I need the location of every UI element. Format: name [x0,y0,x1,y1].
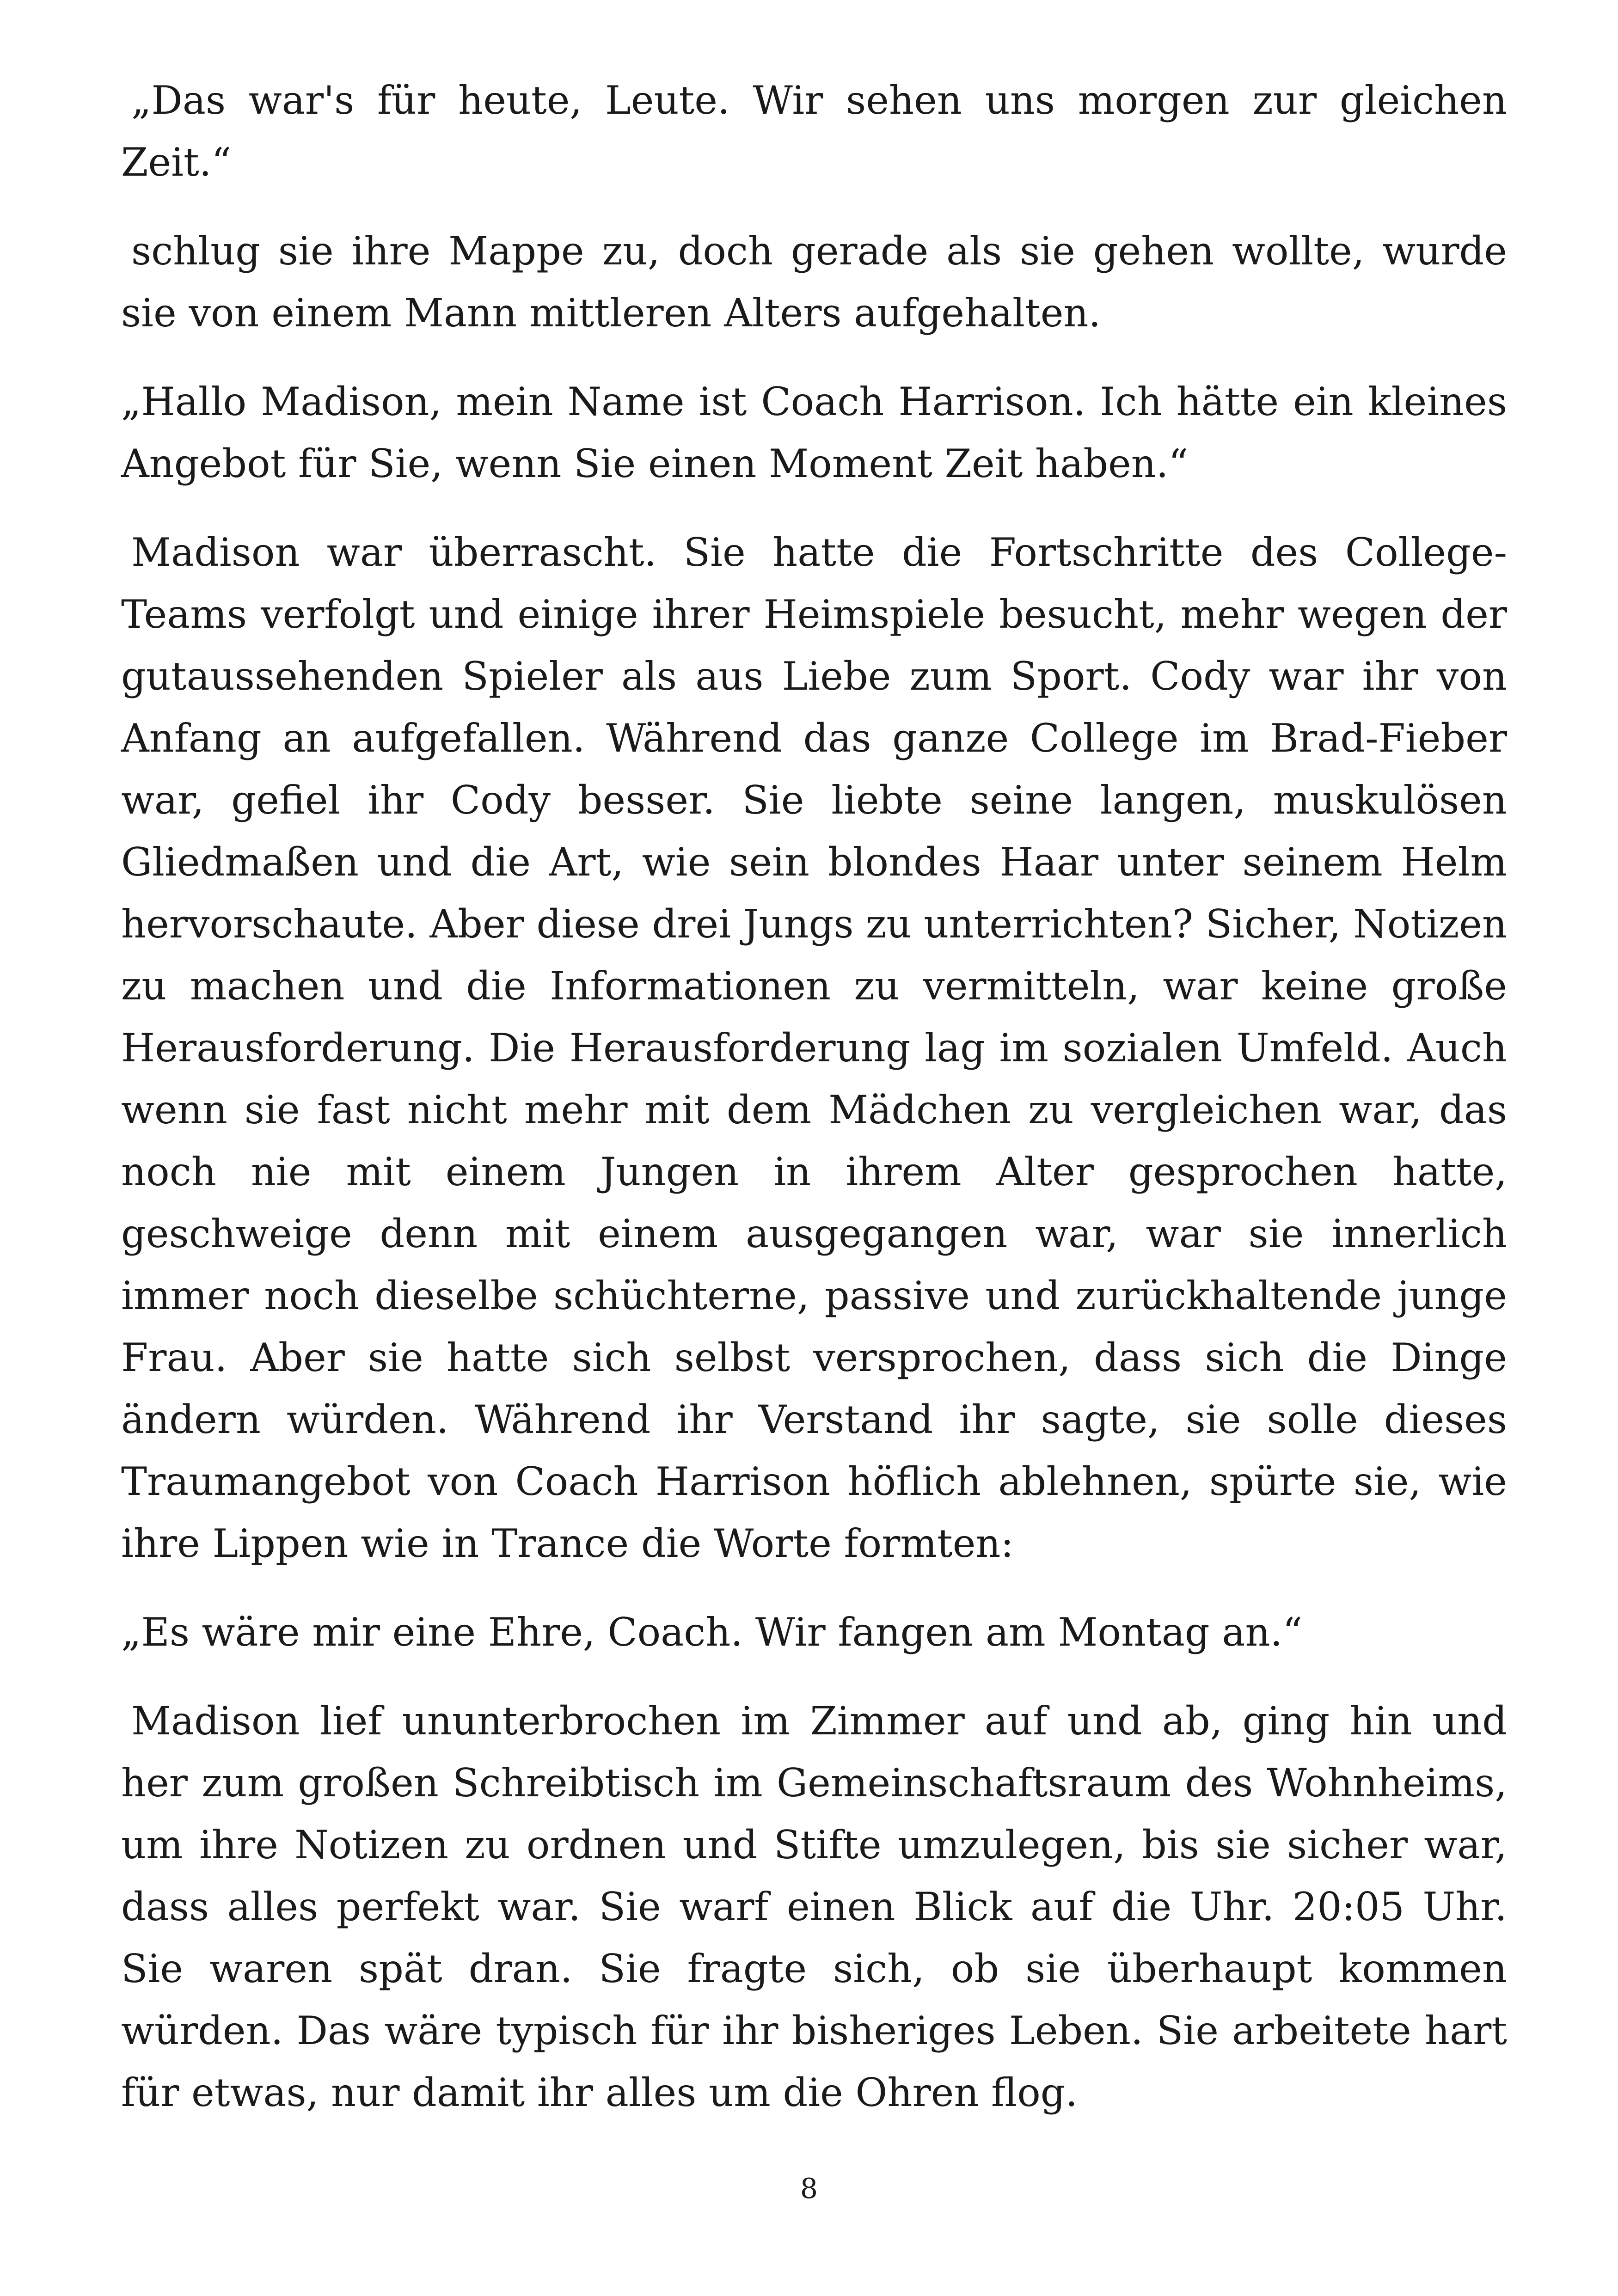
paragraph-stopped-by-man: schlug sie ihre Mappe zu, doch gerade als sie gehen wollte, wurde sie von einem Mann mittleren Alters aufgehalten. [121,228,1507,336]
page-number: 8 [800,2173,818,2205]
body-text [121,69,1507,2150]
paragraph-coach-greeting: „Hallo Madison, mein Name ist Coach Harrison. Ich hätte ein kleines Angebot für Sie, wenn Sie einen Moment Zeit haben.“ [121,379,1507,486]
paragraph-madison-surprised: Madison war überrascht. Sie hatte die Fortschritte des College-Teams verfolgt und einige ihrer Heimspiele besucht, mehr wegen der gutaussehenden Spieler als aus Liebe zum Sport. Cody war ihr von Anfang an aufgefallen. Während das ganze College im Brad-Fieber war, gefiel ihr Cody besser. Sie liebte seine langen, muskulösen Gliedmaßen und die Art, wie sein blondes Haar unter seinem Helm hervorschaute. Aber diese drei Jungs zu unterrichten? Sicher, Notizen zu machen und die Informationen zu vermitteln, war keine große Herausforderung. Die Herausforderung lag im sozialen Umfeld. Auch wenn sie fast nicht mehr mit dem Mädchen zu vergleichen war, das noch nie mit einem Jungen in ihrem Alter gesprochen hatte, geschweige denn mit einem ausgegangen war, war sie innerlich immer noch dieselbe schüchterne, passive und zurückhaltende junge Frau. Aber sie hatte sich selbst versprochen, dass sich die Dinge ändern würden. Während ihr Verstand ihr sagte, sie solle dieses Traumangebot von Coach Harrison höflich ablehnen, spürte sie, wie ihre Lippen wie in Trance die Worte formten: [121,530,1507,1566]
paragraph-madison-accepts: „Es wäre mir eine Ehre, Coach. Wir fangen am Montag an.“ [121,1610,1303,1655]
paragraph-madison-waiting: Madison lief ununterbrochen im Zimmer auf und ab, ging hin und her zum großen Schreibtisch im Gemeinschaftsraum des Wohnheims, um ihre Notizen zu ordnen und Stifte umzulegen, bis sie sicher war, dass alles perfekt war. Sie warf einen Blick auf die Uhr. 20:05 Uhr. Sie waren spät dran. Sie fragte sich, ob sie überhaupt kommen würden. Das wäre typisch für ihr bisheriges Leben. Sie arbeitete hart für etwas, nur damit ihr alles um die Ohren flog. [121,1698,1507,2115]
paragraph-closing-remark: „Das war's für heute, Leute. Wir sehen uns morgen zur gleichen Zeit.“ [121,78,1507,185]
